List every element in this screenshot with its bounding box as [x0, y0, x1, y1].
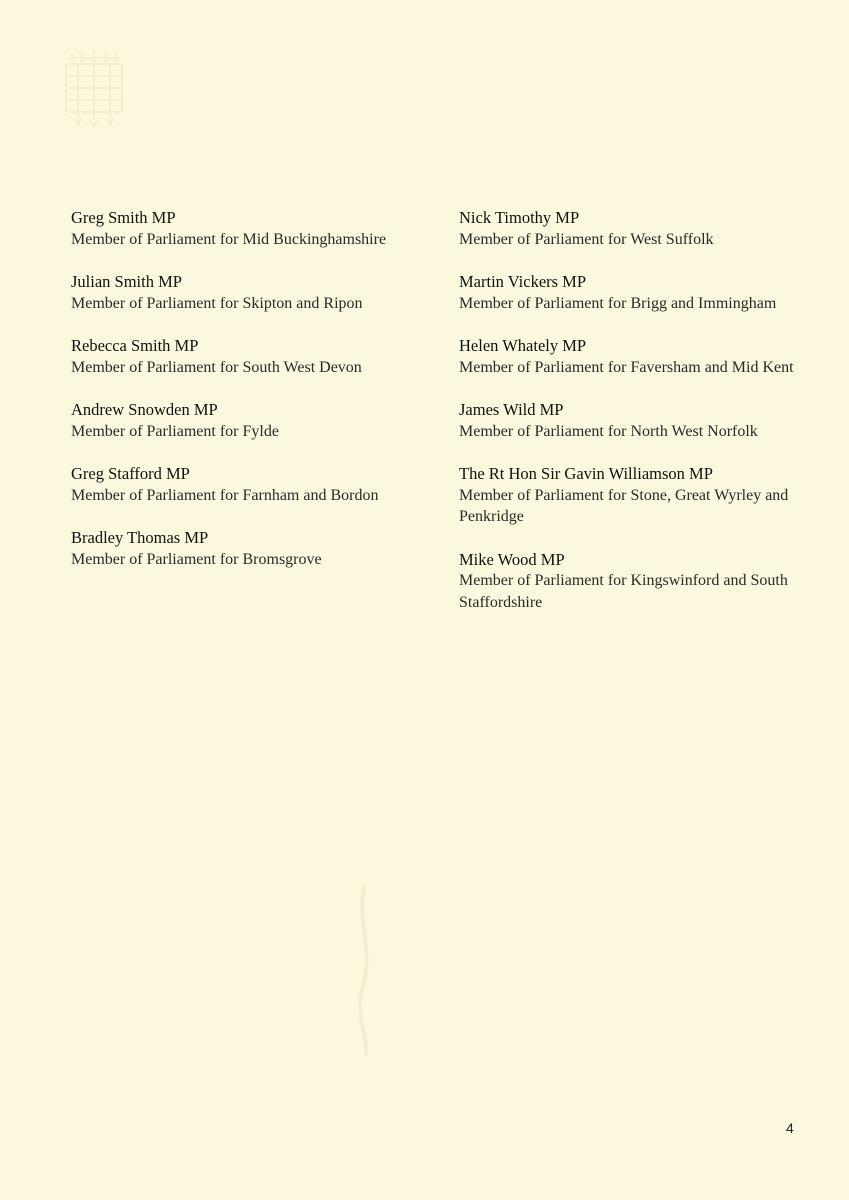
member-role: Member of Parliament for Bromsgrove: [71, 550, 322, 568]
list-item: [71, 335, 421, 378]
page-number: 4: [786, 1120, 794, 1136]
member-name: Bradley Thomas MP: [71, 528, 209, 547]
left-column: [71, 207, 421, 591]
member-name: Greg Smith MP: [71, 208, 176, 227]
member-role: Member of Parliament for South West Devon: [71, 358, 362, 376]
member-role: Member of Parliament for Skipton and Ripon: [71, 294, 363, 312]
portcullis-crest-icon: [58, 48, 130, 128]
member-role: Member of Parliament for North West Norfolk: [459, 422, 758, 440]
list-item: [459, 463, 809, 528]
member-role: Member of Parliament for Stone, Great Wyrley and Penkridge: [459, 486, 789, 525]
list-item: [71, 399, 421, 442]
member-role: Member of Parliament for Fylde: [71, 422, 279, 440]
list-item: [71, 463, 421, 506]
member-name: Julian Smith MP: [71, 272, 182, 291]
member-role: Member of Parliament for West Suffolk: [459, 230, 714, 248]
member-role: Member of Parliament for Brigg and Immingham: [459, 294, 777, 312]
member-role: Member of Parliament for Kingswinford and South Staffordshire: [459, 572, 788, 611]
member-name: Helen Whately MP: [459, 336, 587, 355]
member-role: Member of Parliament for Mid Buckinghamshire: [71, 230, 387, 248]
list-item: [459, 271, 809, 314]
member-role: Member of Parliament for Farnham and Bordon: [71, 486, 379, 504]
list-item: [71, 207, 421, 250]
list-item: [459, 207, 809, 250]
list-item: [71, 527, 421, 570]
member-name: Mike Wood MP: [459, 549, 565, 569]
list-item: [459, 399, 809, 442]
member-name: The Rt Hon Sir Gavin Williamson MP: [459, 464, 713, 483]
list-item: [459, 335, 809, 378]
member-name: Rebecca Smith MP: [71, 336, 199, 355]
member-name: Nick Timothy MP: [459, 208, 580, 227]
member-name: Andrew Snowden MP: [71, 400, 218, 419]
member-name: Martin Vickers MP: [459, 272, 587, 291]
member-name: James Wild MP: [459, 400, 564, 419]
watermark-mark: [350, 880, 380, 1060]
right-column: [459, 207, 809, 634]
member-role: Member of Parliament for Faversham and Mid Kent: [459, 358, 794, 376]
list-item: [71, 271, 421, 314]
list-item: [459, 549, 809, 614]
member-name: Greg Stafford MP: [71, 464, 190, 483]
